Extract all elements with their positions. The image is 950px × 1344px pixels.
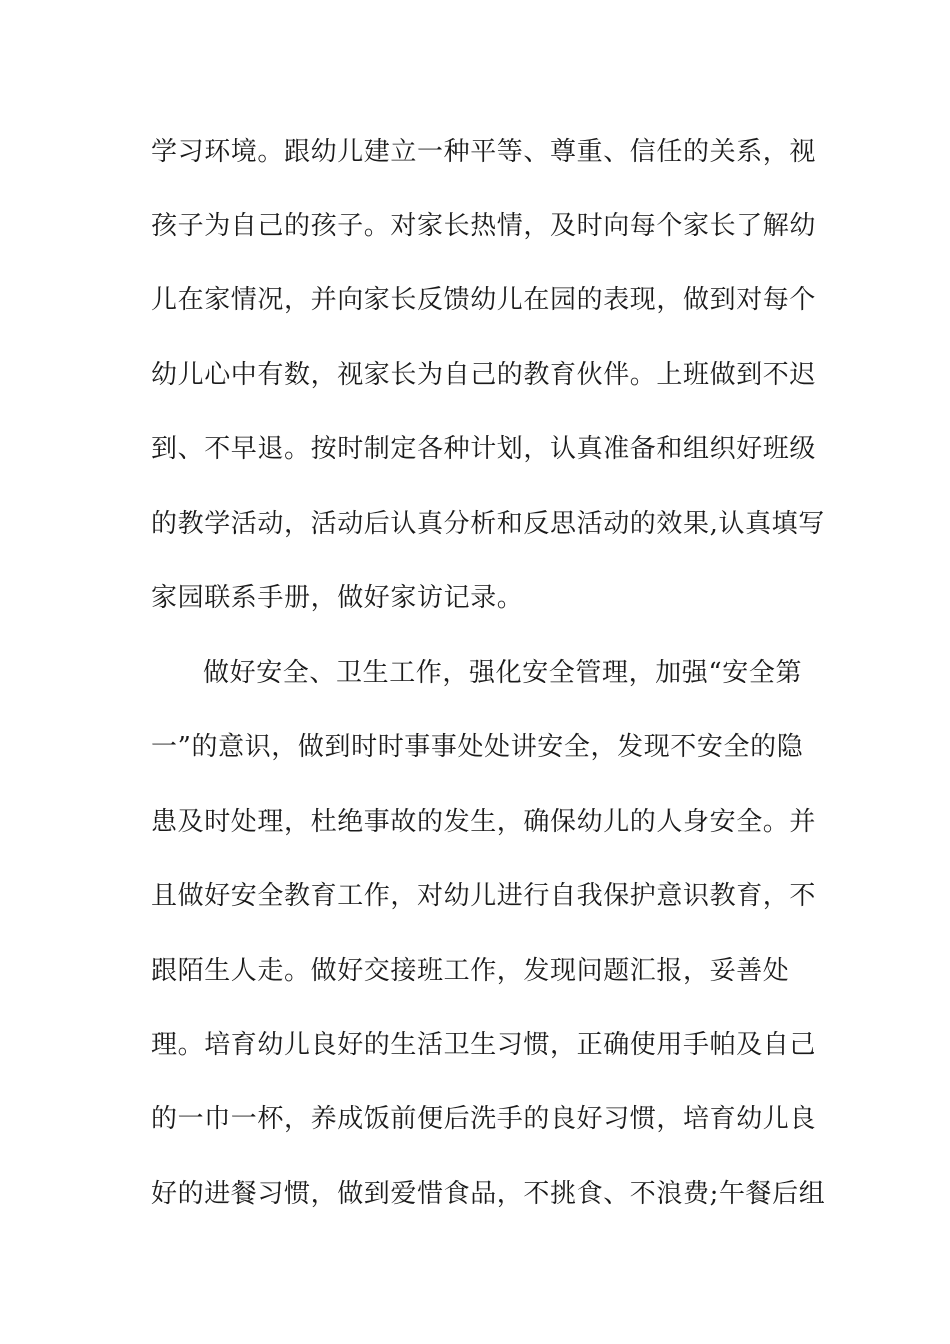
paragraph-line: 跟陌生人走。做好交接班工作，发现问题汇报，妥善处 (151, 956, 790, 986)
paragraph-line: 孩子为自己的孩子。对家长热情，及时向每个家长了解幼 (151, 211, 817, 241)
paragraph-line: 一”的意识，做到时时事事处处讲安全，发现不安全的隐 (151, 732, 804, 762)
paragraph-line: 理。培育幼儿良好的生活卫生习惯，正确使用手帕及自己 (151, 1030, 817, 1060)
paragraph-line: 的教学活动，活动后认真分析和反思活动的效果,认真填写 (151, 509, 825, 539)
paragraph-line: 到、不早退。按时制定各种计划，认真准备和组织好班级 (151, 434, 817, 464)
paragraph-line: 儿在家情况，并向家长反馈幼儿在园的表现，做到对每个 (151, 285, 817, 315)
paragraph-line: 学习环境。跟幼儿建立一种平等、尊重、信任的关系，视 (151, 137, 817, 167)
paragraph-first-line: 做好安全、卫生工作，强化安全管理，加强“安全第 (203, 658, 803, 688)
paragraph-line: 幼儿心中有数，视家长为自己的教育伙伴。上班做到不迟 (151, 360, 817, 390)
paragraph-line: 好的进餐习惯，做到爱惜食品，不挑食、不浪费;午餐后组 (151, 1179, 826, 1209)
paragraph-line: 家园联系手册，做好家访记录。 (151, 583, 524, 613)
paragraph-line: 且做好安全教育工作，对幼儿进行自我保护意识教育，不 (151, 881, 817, 911)
paragraph-line: 的一巾一杯，养成饭前便后洗手的良好习惯，培育幼儿良 (151, 1104, 817, 1134)
paragraph-line: 患及时处理，杜绝事故的发生，确保幼儿的人身安全。并 (151, 807, 817, 837)
